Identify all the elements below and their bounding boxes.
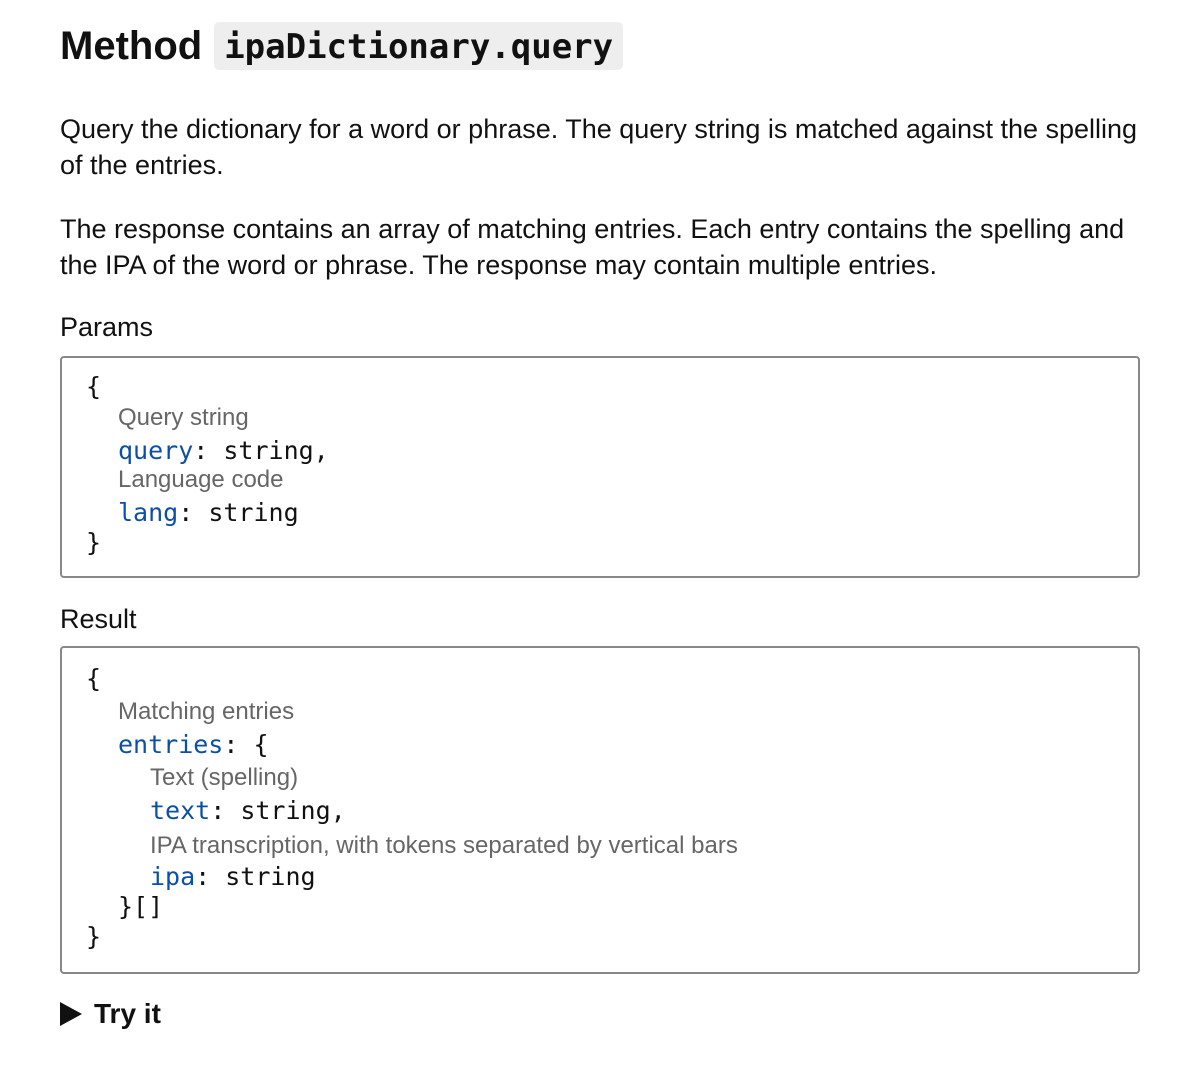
params-code-block: [60, 356, 1140, 578]
params-open-brace: {: [86, 372, 102, 401]
params-query-comment: Query string: [118, 404, 249, 431]
params-lang-type: : string: [178, 498, 299, 527]
result-ipa-comment: IPA transcription, with tokens separated by vertical bars: [150, 832, 738, 859]
result-ipa-line: [150, 862, 316, 891]
description-paragraph-1: Query the dictionary for a word or phrase. The query string is matched against the spelling of the entries.: [60, 114, 1138, 180]
params-lang-key: lang: [118, 498, 179, 527]
result-text-type: : string,: [210, 796, 346, 825]
result-open-brace: {: [86, 664, 102, 693]
try-it-toggle[interactable]: [60, 998, 161, 1030]
result-ipa-type: : string: [195, 862, 316, 891]
params-heading: Params: [60, 312, 154, 342]
params-query-key: query: [118, 436, 194, 465]
result-ipa-key: ipa: [150, 862, 196, 891]
result-entries-comment: Matching entries: [118, 698, 295, 725]
result-code-block: [60, 646, 1140, 974]
params-lang-line: [118, 498, 299, 527]
params-close-brace: }: [86, 528, 102, 557]
params-query-type: : string,: [193, 436, 329, 465]
method-name: ipaDictionary.query: [214, 22, 623, 70]
params-lang-comment: Language code: [118, 466, 284, 493]
description-paragraph-2: The response contains an array of matching entries. Each entry contains the spelling and the IPA of the word or phrase. The response may contain multiple entries.: [60, 214, 1125, 280]
page-title: [60, 20, 623, 72]
result-heading: Result: [60, 604, 137, 634]
params-query-line: [118, 436, 329, 465]
try-it-label[interactable]: Try it: [94, 998, 161, 1029]
result-entries-open: : {: [223, 730, 269, 759]
result-entries-key: entries: [118, 730, 224, 759]
result-text-line: [150, 796, 346, 825]
result-entries-close: }[]: [118, 892, 164, 921]
method-word: Method: [60, 23, 203, 68]
disclosure-triangle-icon[interactable]: [60, 1002, 82, 1026]
result-text-key: text: [150, 796, 211, 825]
result-close-brace: }: [86, 922, 102, 951]
result-entries-line: [118, 730, 269, 759]
result-text-comment: Text (spelling): [150, 764, 299, 791]
